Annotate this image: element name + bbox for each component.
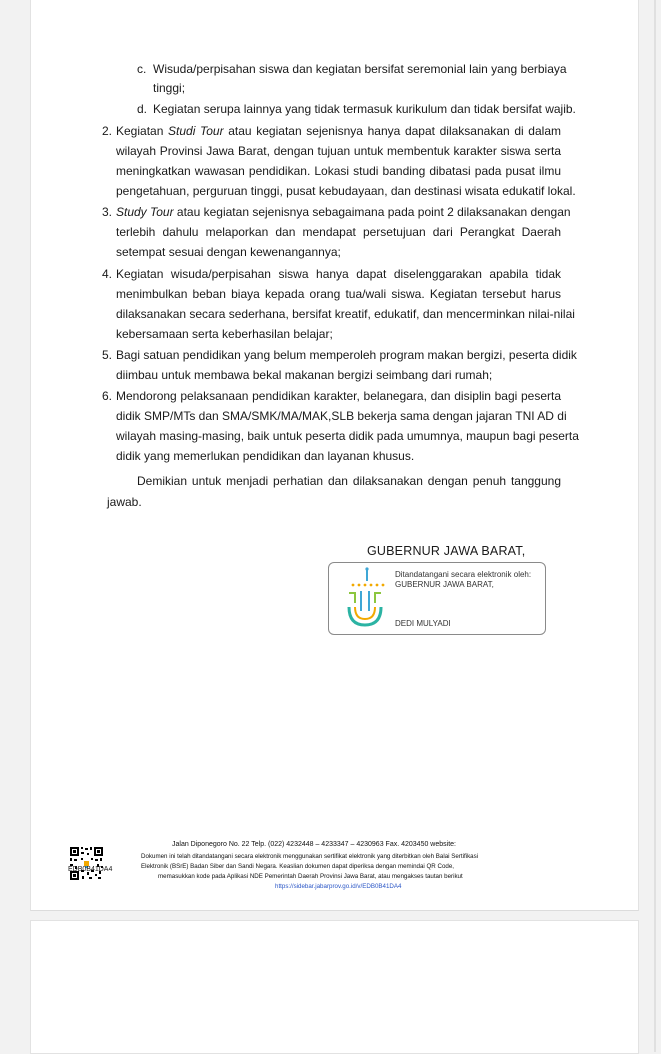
list-line: setempat sesuai dengan kewenangannya; [116,245,341,259]
list-line: kebersamaan serta keberhasilan belajar; [116,327,333,341]
signature-title: GUBERNUR JAWA BARAT, [367,544,526,558]
list-line: Kegiatan serupa lainnya yang tidak termasuk kurikulum dan tidak bersifat wajib. [153,102,576,116]
scrollbar-line [654,0,656,1052]
signed-by-label: Ditandatangani secara elektronik oleh: [395,570,532,579]
list-line: wilayah Provinsi Jawa Barat, dengan tujuan untuk membentuk karakter siswa serta [116,144,561,158]
list-line: didik yang memerlukan pendidikan dan layanan khusus. [116,449,415,463]
list-line: Wisuda/perpisahan siswa dan kegiatan bersifat seremonial lain yang berbiaya [153,62,567,76]
list-marker: 3. [102,205,113,219]
footer-address: Jalan Diponegoro No. 22 Telp. (022) 4232448 – 4233347 – 4230963 Fax. 4203450 website: [172,841,456,848]
list-line: dilaksanakan secara sederhana, bersifat kreatif, edukatif, dan mencerminkan nilai-nilai [116,307,575,321]
verification-link[interactable]: https://sidebar.jabarprov.go.id/v/EDB0B41DA4 [275,883,402,890]
closing-paragraph-end: jawab. [107,495,142,509]
list-marker: 6. [102,389,113,403]
list-line: tinggi; [153,81,186,95]
signer-name: DEDI MULYADI [395,619,451,628]
document-page [30,0,639,911]
list-line: meningkatkan wawasan pendidikan. Lokasi studi banding dibatasi pada pusat ilmu [116,164,561,178]
qr-code-icon [69,846,104,881]
list-line: terlebih dahulu melaporkan dan mendapat persetujuan dari Perangkat Daerah [116,225,561,239]
jabar-logo-icon [341,567,389,631]
next-page [30,920,639,1054]
footer-note: Dokumen ini telah ditandatangani secara elektronik menggunakan sertifikat elektronik yang diterbitkan oleh Balai Sertifikasi [141,853,479,860]
list-line: Kegiatan Studi Tour atau kegiatan sejenisnya hanya dapat dilaksanakan di dalam [116,124,561,138]
list-marker: 2. [102,124,113,138]
list-line: Bagi satuan pendidikan yang belum memperoleh program makan bergizi, peserta didik [116,348,577,362]
document-code: EDB0B41DA4 [68,866,113,873]
list-line: menimbulkan beban biaya kepada orang tua/wali siswa. Kegiatan tersebut harus [116,287,561,301]
signed-by-title: GUBERNUR JAWA BARAT, [395,580,494,589]
scrollbar-track[interactable] [643,0,661,1052]
closing-paragraph: Demikian untuk menjadi perhatian dan dilaksanakan dengan penuh tanggung [137,474,561,488]
list-marker: 4. [102,267,113,281]
list-line: pengetahuan, perguruan tinggi, pusat kebudayaan, dan destinasi wisata edukatif lokal. [116,184,576,198]
list-line: didik SMP/MTs dan SMA/SMK/MA/MAK,SLB bekerja sama dengan jajaran TNI AD di [116,409,567,423]
footer-note: Elektronik (BSrE) Badan Siber dan Sandi Negara. Keaslian dokumen dapat diperiksa dengan memindai QR Code, [141,863,454,870]
list-marker: d. [137,102,148,116]
list-line: Kegiatan wisuda/perpisahan siswa hanya dapat diselenggarakan apabila tidak [116,267,561,281]
list-line: Study Tour atau kegiatan sejenisnya sebagaimana pada point 2 dilaksanakan dengan [116,205,571,219]
electronic-signature-box [328,562,546,635]
footer-note: memasukkan kode pada Aplikasi NDE Pemerintah Daerah Provinsi Jawa Barat, atau mengakses tautan berikut [158,873,463,880]
list-marker: c. [137,62,147,76]
list-line: Mendorong pelaksanaan pendidikan karakter, belanegara, dan disiplin bagi peserta [116,389,561,403]
list-line: wilayah masing-masing, baik untuk peserta didik pada umumnya, maupun bagi peserta [116,429,579,443]
list-line: diimbau untuk membawa bekal makanan bergizi seimbang dari rumah; [116,368,493,382]
list-marker: 5. [102,348,113,362]
